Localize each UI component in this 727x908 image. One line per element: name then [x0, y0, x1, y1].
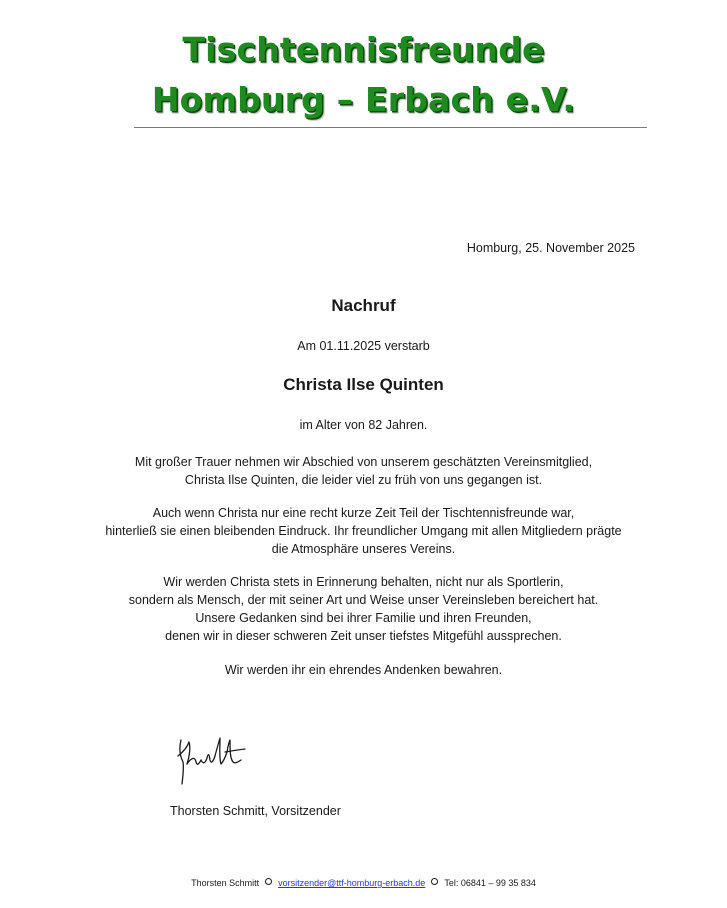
paragraph-line: denen wir in dieser schweren Zeit unser tiefstes Mitgefühl aussprechen.: [165, 629, 562, 643]
paragraph-farewell: [0, 453, 727, 489]
footer: [0, 878, 727, 888]
handwritten-signature: [175, 734, 247, 786]
footer-email-link[interactable]: vorsitzender@ttf-homburg-erbach.de: [278, 878, 426, 888]
signer-name: Thorsten Schmitt, Vorsitzender: [170, 804, 341, 818]
obituary-intro: Am 01.11.2025 verstarb: [297, 339, 430, 353]
paragraph-impression: [0, 504, 727, 558]
paragraph-line: Unsere Gedanken sind bei ihrer Familie und ihren Freunden,: [195, 611, 532, 625]
organization-title-line2: Homburg – Erbach e.V.: [151, 80, 576, 119]
date-line: Homburg, 25. November 2025: [466, 241, 635, 255]
paragraph-line: Christa Ilse Quinten, die leider viel zu früh von uns gegangen ist.: [184, 473, 543, 487]
paragraph-line: Wir werden ihr ein ehrendes Andenken bewahren.: [224, 663, 503, 677]
organization-title-line1: Tischtennisfreunde: [182, 30, 545, 69]
paragraph-line: hinterließ sie einen bleibenden Eindruck. Ihr freundlicher Umgang mit allen Mitgliedern prägte: [105, 524, 622, 538]
circle-bullet-icon: [431, 878, 438, 885]
circle-bullet-icon: [265, 878, 272, 885]
paragraph-line: Mit großer Trauer nehmen wir Abschied von unserem geschätzten Vereinsmitglied,: [134, 455, 593, 469]
obituary-heading: Nachruf: [331, 296, 396, 315]
closing-line: [0, 661, 727, 679]
paragraph-line: die Atmosphäre unseres Vereins.: [271, 542, 456, 556]
deceased-name: Christa Ilse Quinten: [283, 375, 444, 394]
header-divider: [134, 127, 647, 128]
footer-name: Thorsten Schmitt: [191, 878, 260, 888]
paragraph-line: Wir werden Christa stets in Erinnerung behalten, nicht nur als Sportlerin,: [163, 575, 564, 589]
paragraph-line: sondern als Mensch, der mit seiner Art und Weise unser Vereinsleben bereichert hat.: [128, 593, 599, 607]
paragraph-remembrance: [0, 573, 727, 645]
paragraph-line: Auch wenn Christa nur eine recht kurze Zeit Teil der Tischtennisfreunde war,: [152, 506, 575, 520]
age-line: im Alter von 82 Jahren.: [299, 418, 428, 432]
footer-phone: Tel: 06841 – 99 35 834: [444, 878, 536, 888]
